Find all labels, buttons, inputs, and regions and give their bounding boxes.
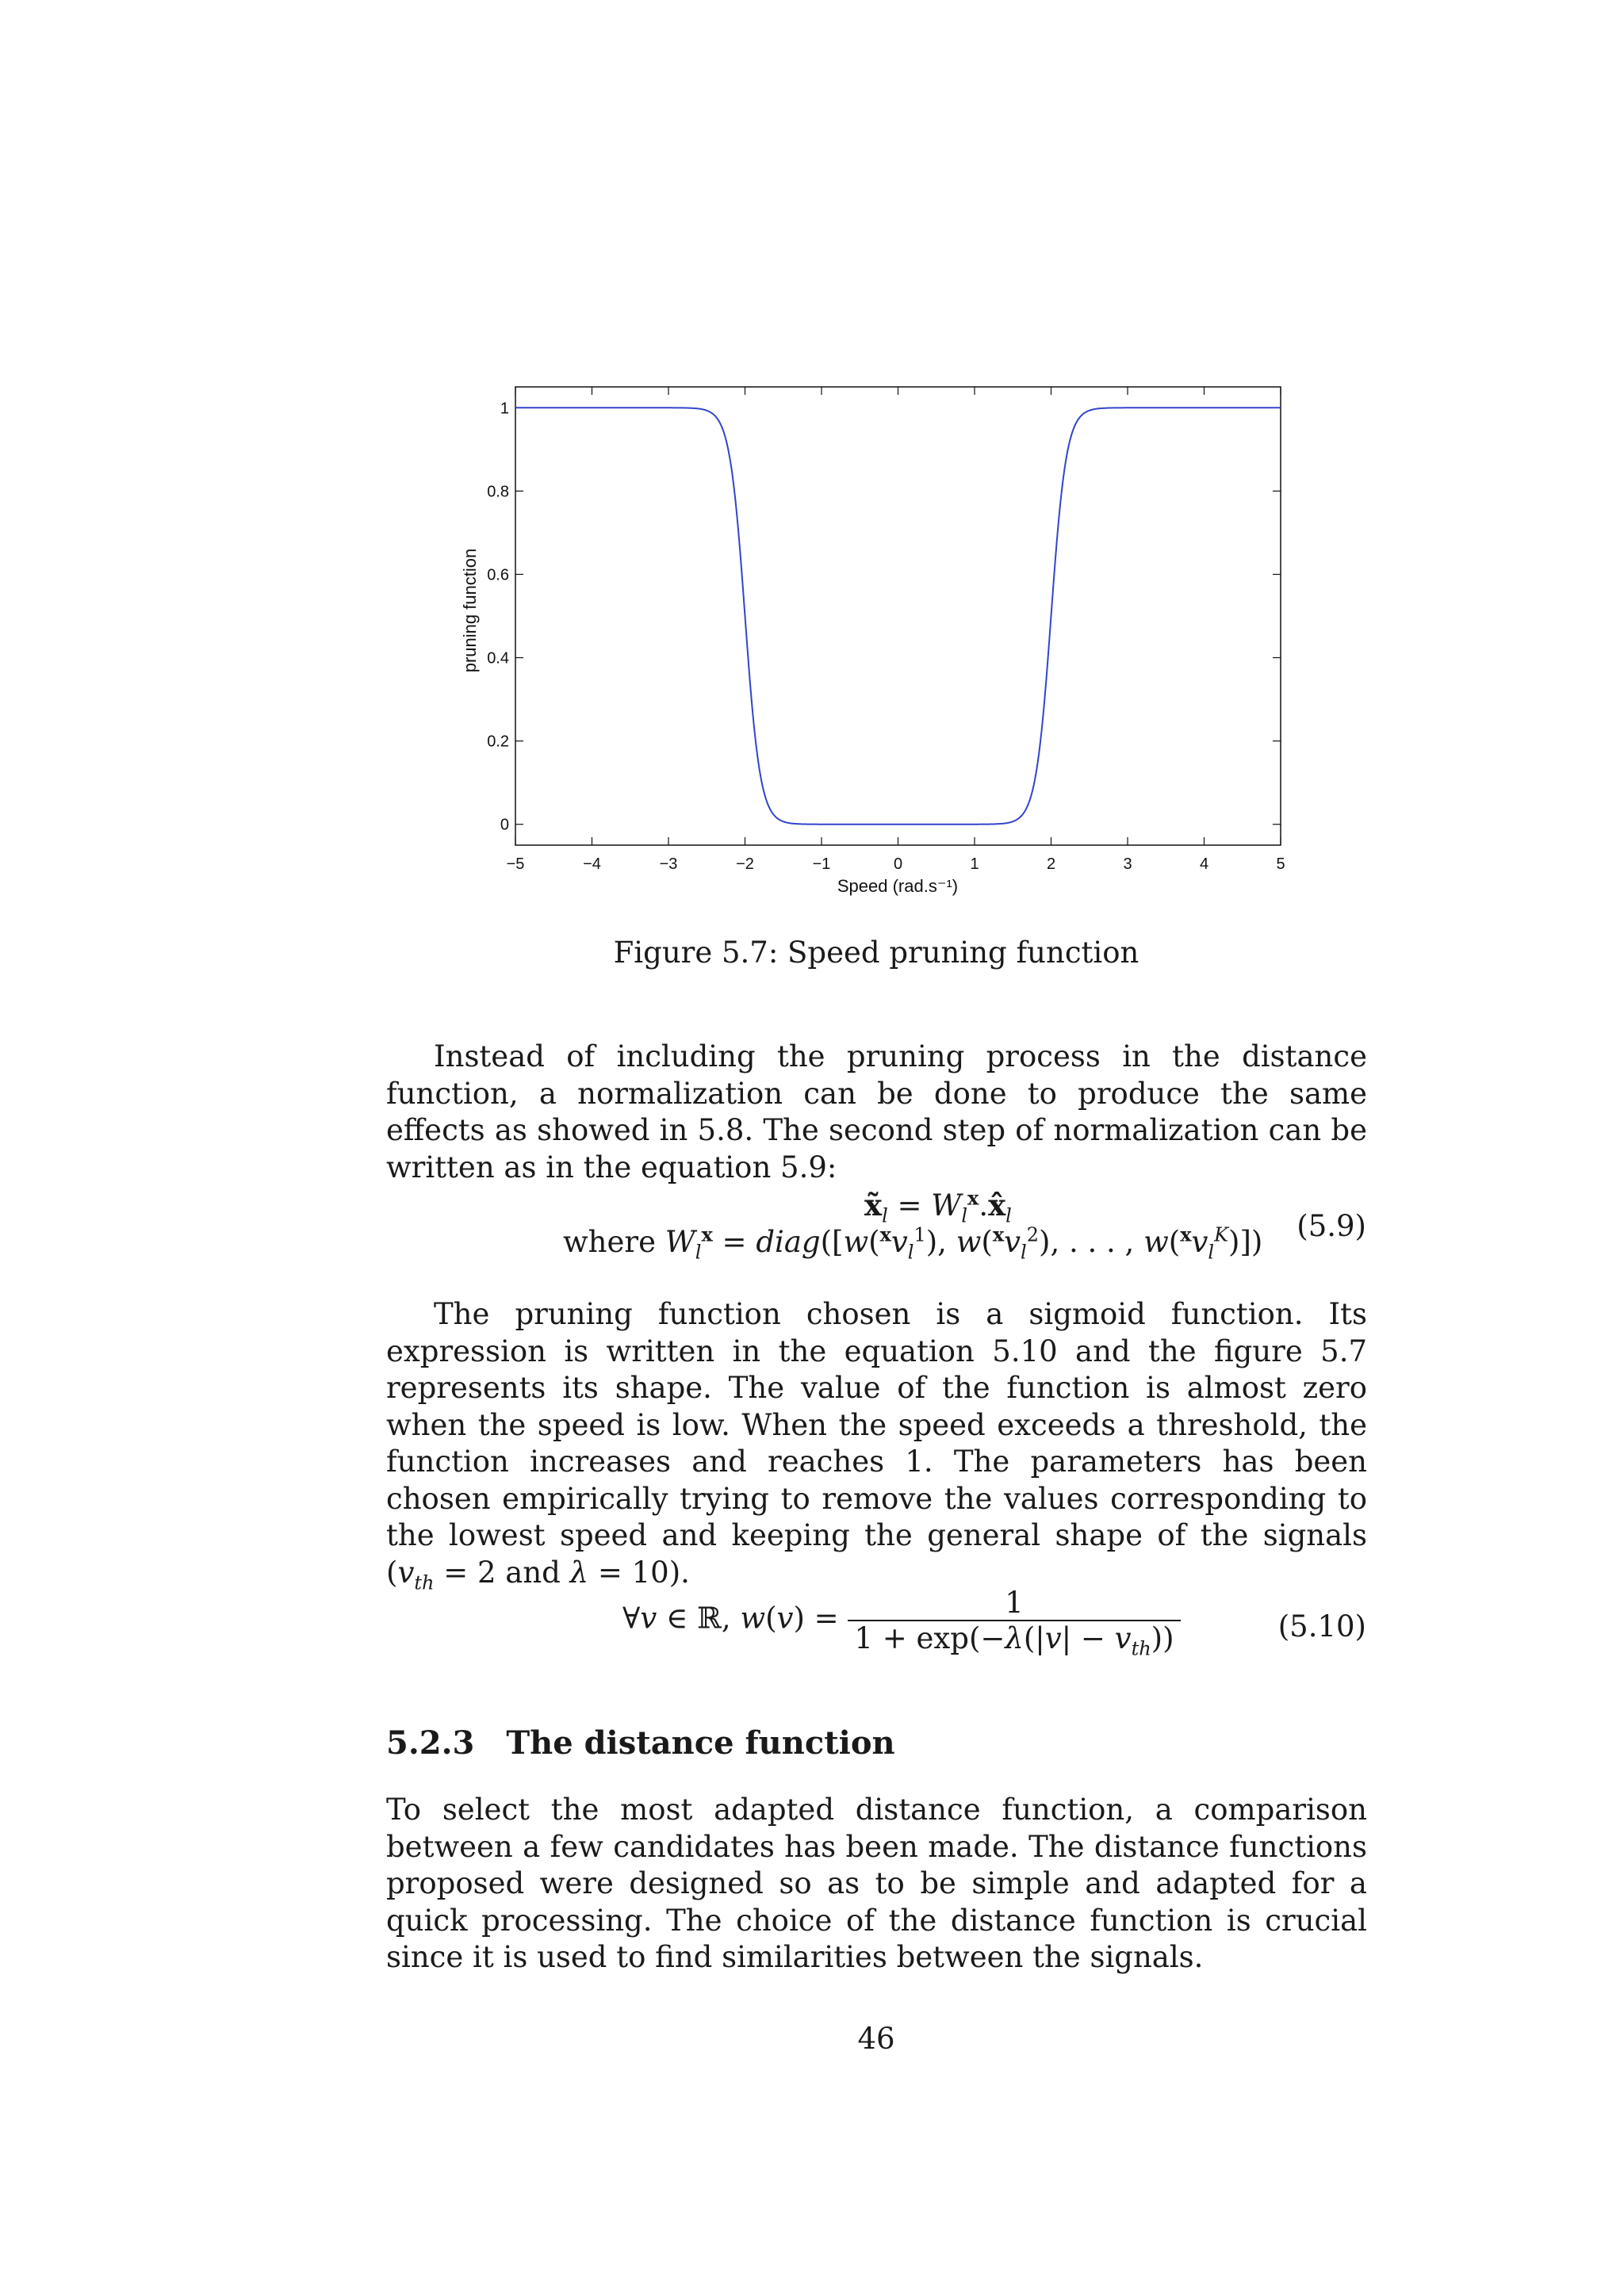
y-tick-label: 0.6 xyxy=(487,566,509,584)
x-axis-label: Speed (rad.s⁻¹) xyxy=(837,876,959,896)
pruning-function-plot xyxy=(428,373,1300,928)
series-line-0 xyxy=(515,408,1281,824)
y-tick-label: 0.8 xyxy=(487,483,509,501)
section-heading xyxy=(386,1724,895,1762)
equation-5-10-fraction: $\frac{1}{1 + \exp(-\lambda(|v| - v_{th}))}$ xyxy=(848,1586,1180,1655)
equation-5-10-number: (5.10) xyxy=(1277,1609,1366,1644)
x-tick-label: −3 xyxy=(659,855,678,873)
paragraph-distance-function: To select the most adapted distance function, a comparison between a few candidates has been made. The distance functions proposed were designed so as to be simple and adapted for a quick processing. The choice of the distance function is crucial since it is used to find similarities between the signals. xyxy=(386,1793,1367,1974)
x-tick-label: 0 xyxy=(893,855,903,873)
x-tick-label: −2 xyxy=(736,855,754,873)
equation-5-10: ∀v ∈ ℝ, w(v) = $\frac{1}{1 + \exp(-\lambda(|v| - v_{th}))}$ xyxy=(622,1586,1181,1655)
equation-5-9-line2: where $W_l^x$ = $diag([w(^xv_l^1)$, $w(^xv_l^2)$, . . . , $w(^xv_l^K)$]) xyxy=(563,1223,1263,1264)
equation-5-9-line1: $x̃_l$ = $W_l^x.x̂_l$ xyxy=(864,1186,1012,1227)
paragraph-normalization: Instead of including the pruning process in the distance function, a normalization can be done to produce the same effects as showed in 5.8. The second step of normalization can be written as in the equation 5.9: xyxy=(386,1039,1367,1184)
x-tick-label: −4 xyxy=(583,855,601,873)
y-tick-label: 0.2 xyxy=(487,733,509,751)
x-tick-label: −5 xyxy=(506,855,525,873)
x-tick-label: −1 xyxy=(812,855,831,873)
section-number: 5.2.3 xyxy=(386,1724,475,1762)
figure-caption: Figure 5.7: Speed pruning function xyxy=(613,936,1139,970)
y-tick-label: 1 xyxy=(500,400,509,418)
section-title: The distance function xyxy=(506,1724,895,1762)
x-tick-label: 4 xyxy=(1199,855,1209,873)
y-tick-label: 0 xyxy=(500,816,509,834)
paragraph-sigmoid: The pruning function chosen is a sigmoid function. Its expression is written in the equation 5.10 and the figure 5.7 represents its shape. The value of the function is almost zero when the speed is low. When the speed exceeds a threshold, the function increases and reaches 1. The parameters has been chosen empirically trying to remove the values corresponding to the lowest speed and keeping the general shape of the signals ($v_{th} = 2$ and λ = 10). xyxy=(386,1297,1367,1594)
page-number: 46 xyxy=(857,2022,895,2056)
y-axis-label: pruning function xyxy=(460,548,480,673)
x-tick-label: 1 xyxy=(970,855,979,873)
x-tick-label: 2 xyxy=(1046,855,1056,873)
equation-5-9-number: (5.9) xyxy=(1297,1209,1366,1243)
x-tick-label: 3 xyxy=(1123,855,1132,873)
x-tick-label: 5 xyxy=(1276,855,1285,873)
plot-area xyxy=(487,387,1285,873)
y-tick-label: 0.4 xyxy=(487,649,509,668)
plot-frame xyxy=(515,387,1281,845)
